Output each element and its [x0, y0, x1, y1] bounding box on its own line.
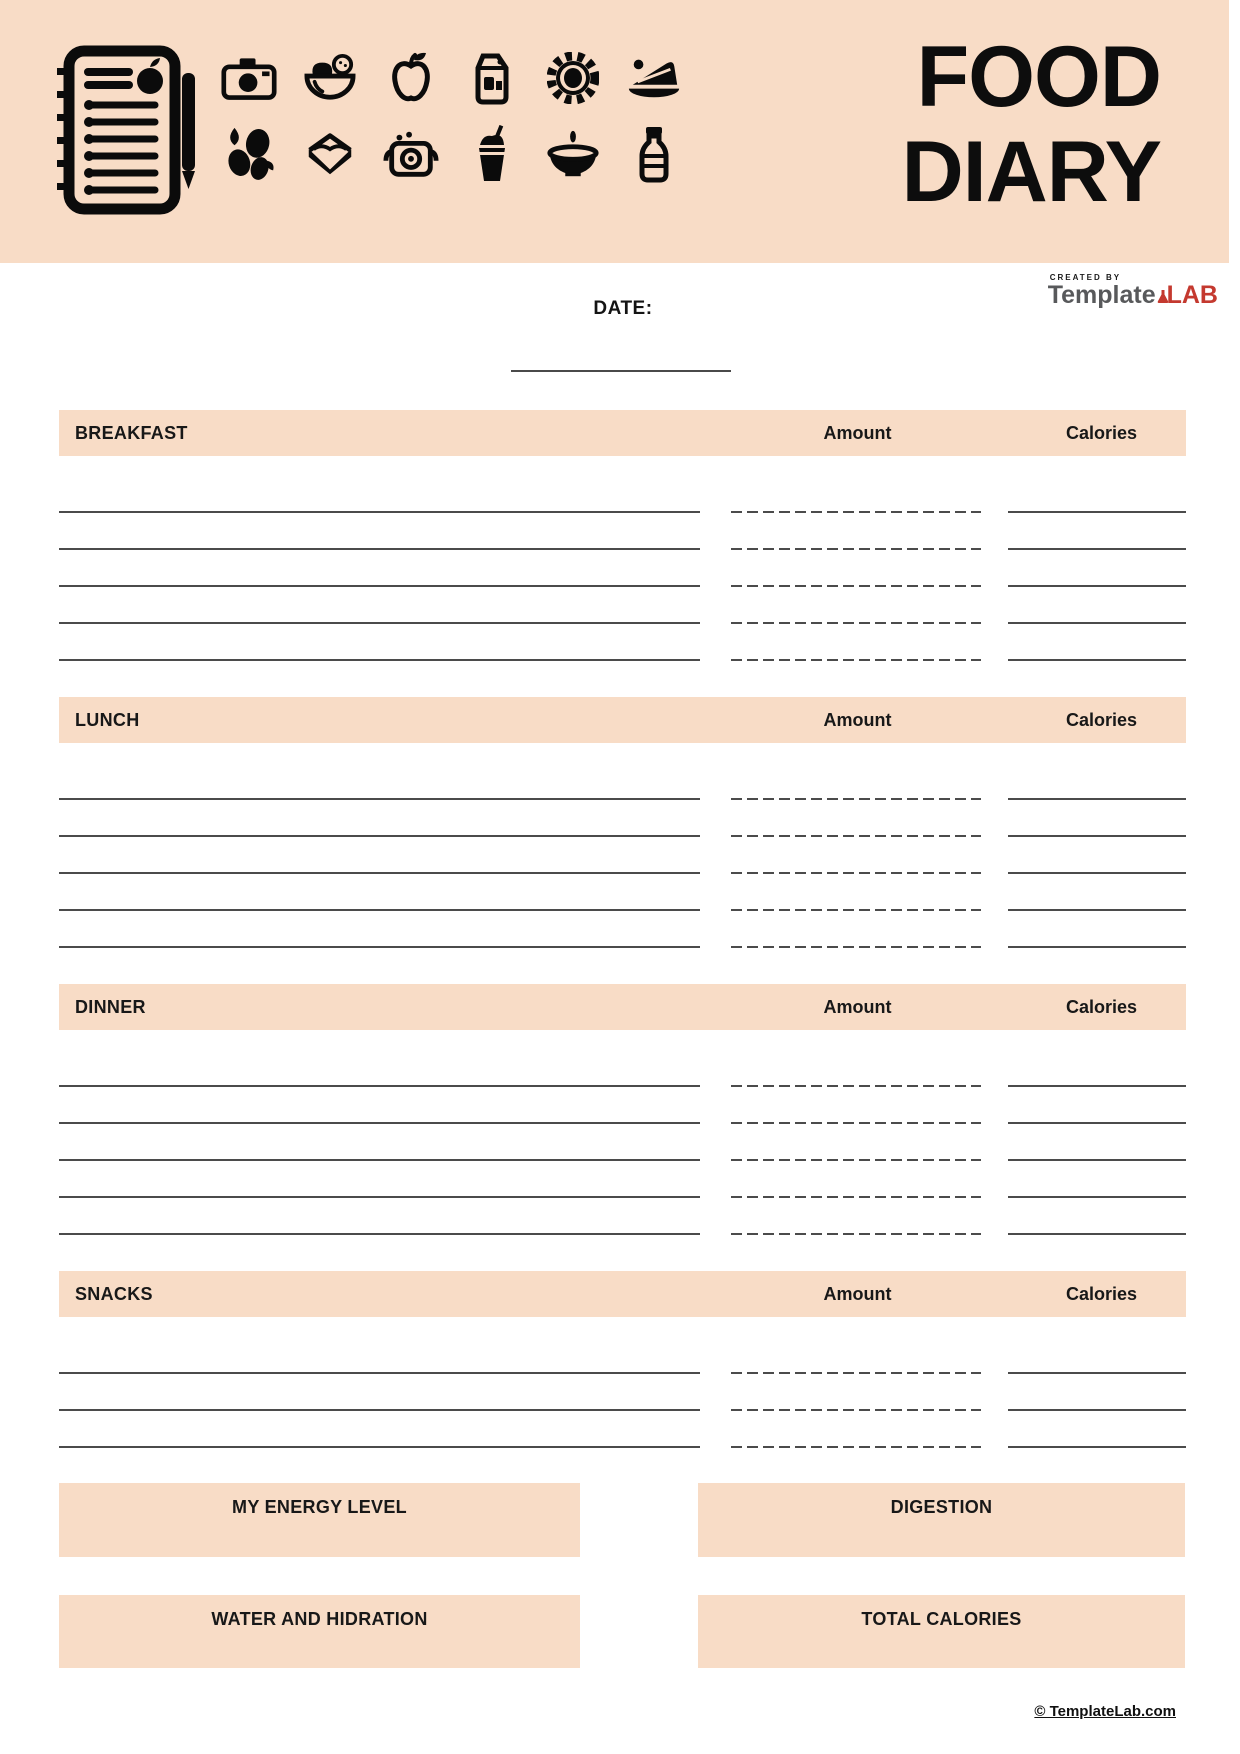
food-entry-line[interactable] [59, 659, 700, 661]
calories-entry-line[interactable] [1008, 1446, 1186, 1448]
calories-entry-line[interactable] [1008, 1196, 1186, 1198]
amount-entry-line[interactable] [731, 1233, 981, 1235]
page-title [902, 30, 1161, 219]
date-label: DATE: [593, 298, 653, 319]
soup-bowl-icon [544, 123, 602, 185]
milk-bottle-icon [625, 123, 683, 185]
eggs-icon [220, 123, 278, 185]
food-entry-line[interactable] [59, 1446, 700, 1448]
camera-icon [220, 47, 278, 109]
calories-column-header: Calories [1065, 422, 1138, 443]
amount-entry-line[interactable] [731, 909, 981, 911]
amount-entry-line[interactable] [731, 511, 981, 513]
diary-entry-row [0, 1122, 1240, 1124]
amount-entry-line[interactable] [731, 622, 981, 624]
fruit-bowl-icon [301, 47, 359, 109]
section-title: SNACKS [75, 1283, 153, 1304]
calories-entry-line[interactable] [1008, 1122, 1186, 1124]
amount-entry-line[interactable] [731, 548, 981, 550]
calories-entry-line[interactable] [1008, 622, 1186, 624]
calories-entry-line[interactable] [1008, 659, 1186, 661]
brand-red: LAB [1166, 281, 1218, 309]
food-entry-line[interactable] [59, 872, 700, 874]
diary-entry-row [0, 946, 1240, 948]
water-hydration-label: WATER AND HIDRATION [211, 1609, 428, 1629]
food-entry-line[interactable] [59, 946, 700, 948]
calories-entry-line[interactable] [1008, 946, 1186, 948]
amount-column-header: Amount [823, 422, 892, 443]
section-dinner [0, 984, 1240, 1254]
apple-icon [382, 47, 440, 109]
food-entry-line[interactable] [59, 798, 700, 800]
diary-entry-row [0, 1085, 1240, 1087]
snack-wrap-icon [301, 123, 359, 185]
food-entry-line[interactable] [59, 1159, 700, 1161]
templatelab-link[interactable]: © TemplateLab.com [1034, 1703, 1176, 1720]
food-icon-grid [208, 40, 694, 192]
amount-entry-line[interactable] [731, 1159, 981, 1161]
digestion-box[interactable] [698, 1483, 1185, 1557]
calories-entry-line[interactable] [1008, 909, 1186, 911]
calories-column-header: Calories [1065, 1283, 1138, 1304]
calories-entry-line[interactable] [1008, 1372, 1186, 1374]
energy-level-box[interactable] [59, 1483, 580, 1557]
sunflower-icon [544, 47, 602, 109]
amount-entry-line[interactable] [731, 1122, 981, 1124]
title-line-2: DIARY [901, 123, 1161, 220]
food-entry-line[interactable] [59, 1409, 700, 1411]
diary-entry-row [0, 585, 1240, 587]
food-entry-line[interactable] [59, 585, 700, 587]
diary-entry-row [0, 659, 1240, 661]
header-band [0, 0, 1229, 263]
amount-entry-line[interactable] [731, 659, 981, 661]
diary-entry-row [0, 798, 1240, 800]
food-entry-line[interactable] [59, 1085, 700, 1087]
diary-entry-row [0, 1233, 1240, 1235]
amount-entry-line[interactable] [731, 585, 981, 587]
title-line-1: FOOD [916, 29, 1161, 125]
calories-entry-line[interactable] [1008, 585, 1186, 587]
energy-level-label: MY ENERGY LEVEL [232, 1497, 407, 1517]
diary-entry-row [0, 835, 1240, 837]
food-entry-line[interactable] [59, 1122, 700, 1124]
amount-entry-line[interactable] [731, 835, 981, 837]
section-lunch [0, 697, 1240, 967]
calories-column-header: Calories [1065, 709, 1138, 730]
diary-entry-row [0, 1159, 1240, 1161]
food-entry-line[interactable] [59, 909, 700, 911]
milk-carton-icon [463, 47, 521, 109]
calories-entry-line[interactable] [1008, 1159, 1186, 1161]
amount-entry-line[interactable] [731, 1409, 981, 1411]
food-entry-line[interactable] [59, 548, 700, 550]
calories-entry-line[interactable] [1008, 872, 1186, 874]
food-entry-line[interactable] [59, 511, 700, 513]
food-entry-line[interactable] [59, 835, 700, 837]
lunchbox-icon [382, 123, 440, 185]
calories-entry-line[interactable] [1008, 1409, 1186, 1411]
section-breakfast [0, 410, 1240, 680]
diary-entry-row [0, 1372, 1240, 1374]
diary-entry-row [0, 1196, 1240, 1198]
total-calories-box[interactable] [698, 1595, 1185, 1668]
created-by-label: CREATED BY [1049, 273, 1122, 282]
section-header-bar [59, 984, 1186, 1030]
diary-entry-row [0, 1409, 1240, 1411]
diary-entry-row [0, 909, 1240, 911]
food-entry-line[interactable] [59, 1372, 700, 1374]
section-title: DINNER [75, 996, 146, 1017]
calories-entry-line[interactable] [1008, 835, 1186, 837]
section-title: LUNCH [75, 709, 140, 730]
section-header-bar [59, 697, 1186, 743]
food-entry-line[interactable] [59, 1196, 700, 1198]
amount-entry-line[interactable] [731, 798, 981, 800]
digestion-label: DIGESTION [890, 1497, 993, 1517]
amount-column-header: Amount [823, 996, 892, 1017]
diary-entry-row [0, 622, 1240, 624]
cake-slice-icon [625, 47, 683, 109]
calories-entry-line[interactable] [1008, 1233, 1186, 1235]
food-entry-line[interactable] [59, 622, 700, 624]
amount-entry-line[interactable] [731, 946, 981, 948]
calories-entry-line[interactable] [1008, 511, 1186, 513]
calories-entry-line[interactable] [1008, 798, 1186, 800]
calories-column-header: Calories [1065, 996, 1138, 1017]
section-title: BREAKFAST [75, 422, 188, 443]
calories-entry-line[interactable] [1008, 548, 1186, 550]
section-header-bar [59, 410, 1186, 456]
smoothie-icon [463, 123, 521, 185]
calories-entry-line[interactable] [1008, 1085, 1186, 1087]
diary-entry-row [0, 548, 1240, 550]
food-entry-line[interactable] [59, 1233, 700, 1235]
amount-entry-line[interactable] [731, 872, 981, 874]
amount-entry-line[interactable] [731, 1085, 981, 1087]
brand-gray: Template [1047, 281, 1156, 309]
amount-entry-line[interactable] [731, 1446, 981, 1448]
amount-column-header: Amount [823, 709, 892, 730]
notebook-and-pen-icon [57, 45, 197, 217]
water-hydration-box[interactable] [59, 1595, 580, 1668]
date-entry-line[interactable] [511, 370, 731, 372]
total-calories-label: TOTAL CALORIES [861, 1609, 1022, 1629]
diary-entry-row [0, 511, 1240, 513]
diary-entry-row [0, 872, 1240, 874]
diary-entry-row [0, 1446, 1240, 1448]
amount-entry-line[interactable] [731, 1196, 981, 1198]
amount-column-header: Amount [823, 1283, 892, 1304]
amount-entry-line[interactable] [731, 1372, 981, 1374]
section-header-bar [59, 1271, 1186, 1317]
